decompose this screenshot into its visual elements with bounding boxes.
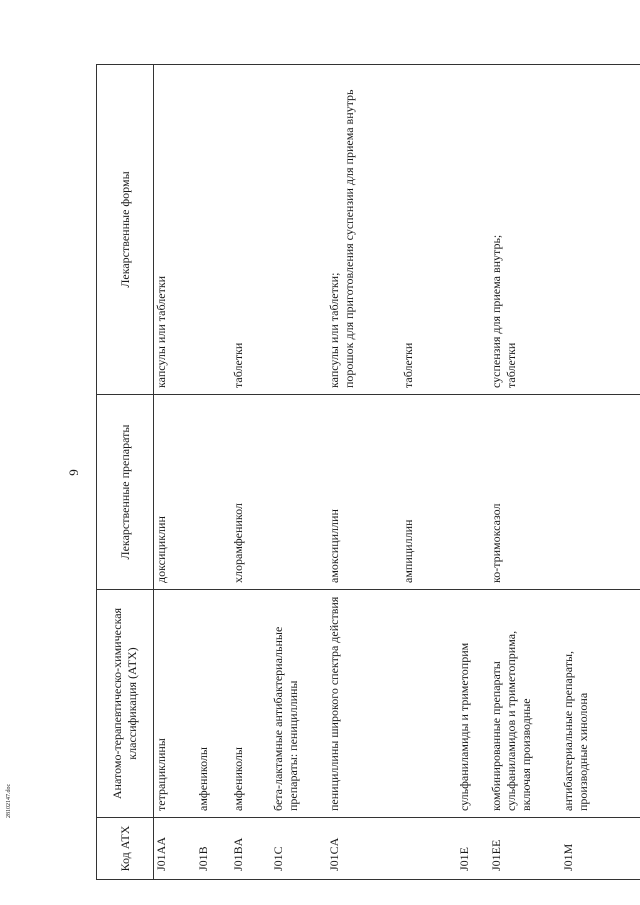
cell-forms xyxy=(561,65,640,395)
cell-drug: амоксициллин xyxy=(327,395,401,590)
table-row xyxy=(154,65,196,880)
atc-drug-table xyxy=(96,64,640,880)
cell-atc-class: тетрациклины xyxy=(154,590,196,818)
cell-drug xyxy=(457,395,489,590)
cell-forms xyxy=(327,65,401,395)
table-row xyxy=(271,65,327,880)
table-row xyxy=(457,65,489,880)
cell-code: J01BA xyxy=(231,818,271,880)
cell-code: J01CA xyxy=(327,818,401,880)
cell-atc-class: сульфаниламиды и триметоприм xyxy=(457,590,489,818)
cell-drug: ампициллин xyxy=(401,395,457,590)
cell-drug: ко-тримоксазол xyxy=(489,395,561,590)
cell-code: J01B xyxy=(196,818,231,880)
cell-forms xyxy=(401,65,457,395)
cell-code xyxy=(401,818,457,880)
header-atc-class: Анатомо-терапевтическо-химическая классификация (АТХ) xyxy=(97,590,154,818)
table-body xyxy=(154,65,640,880)
cell-drug xyxy=(271,395,327,590)
cell-atc-class xyxy=(401,590,457,818)
form-line: суспензия для приема внутрь; xyxy=(488,234,503,388)
rotated-page xyxy=(60,65,620,880)
cell-code: J01E xyxy=(457,818,489,880)
form-line: порошок для приготовления суспензии для приема внутрь xyxy=(341,89,356,388)
cell-drug xyxy=(196,395,231,590)
cell-atc-class: комбинированные препараты сульфаниламидов и триметоприма, включая производные xyxy=(489,590,561,818)
cell-code: J01C xyxy=(271,818,327,880)
form-line: таблетки xyxy=(230,342,245,388)
form-line: капсулы или таблетки; xyxy=(326,272,341,388)
cell-forms xyxy=(457,65,489,395)
table-row xyxy=(196,65,231,880)
cell-code: J01M xyxy=(561,818,640,880)
cell-atc-class: амфениколы xyxy=(231,590,271,818)
cell-forms xyxy=(489,65,561,395)
form-line: таблетки xyxy=(503,342,518,388)
form-line: капсулы или таблетки xyxy=(154,275,168,388)
cell-drug: хлорамфеникол xyxy=(231,395,271,590)
cell-drug xyxy=(561,395,640,590)
page-number: 9 xyxy=(66,469,81,476)
document-filename: 28102147.doc xyxy=(6,783,12,818)
cell-forms xyxy=(271,65,327,395)
table-row xyxy=(489,65,561,880)
cell-forms xyxy=(196,65,231,395)
cell-code: J01AA xyxy=(154,818,196,880)
table-row xyxy=(231,65,271,880)
table-header-row xyxy=(97,65,154,880)
cell-atc-class: пенициллины широкого спектра действия xyxy=(327,590,401,818)
cell-forms xyxy=(154,65,196,395)
cell-atc-class: амфениколы xyxy=(196,590,231,818)
cell-forms xyxy=(231,65,271,395)
header-forms: Лекарственные формы xyxy=(97,65,154,395)
table-row xyxy=(327,65,401,880)
cell-atc-class: бета-лактамные антибактериальные препараты: пенициллины xyxy=(271,590,327,818)
table-row xyxy=(401,65,457,880)
table-row xyxy=(561,65,640,880)
cell-atc-class: антибактериальные препараты, производные хинолона xyxy=(561,590,640,818)
header-code: Код АТХ xyxy=(97,818,154,880)
form-line: таблетки xyxy=(400,342,415,388)
cell-drug: доксициклин xyxy=(154,395,196,590)
cell-code: J01EE xyxy=(489,818,561,880)
header-drugs: Лекарственные препараты xyxy=(97,395,154,590)
